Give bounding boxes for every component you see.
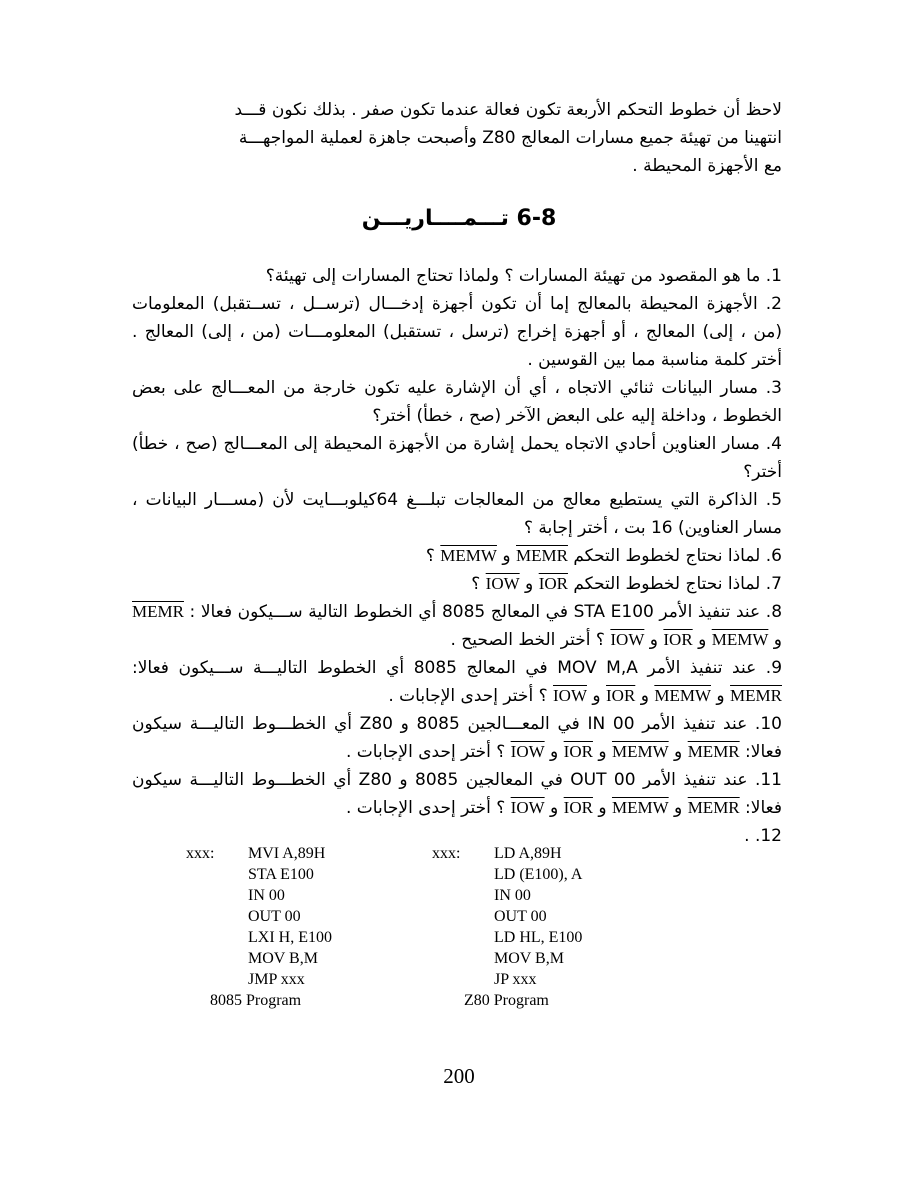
program-label: xxx: bbox=[432, 845, 461, 862]
conj: و bbox=[592, 798, 612, 818]
signal-iow: IOW bbox=[510, 742, 545, 761]
code-line: MOV B,M bbox=[494, 950, 564, 967]
conj: و bbox=[544, 742, 564, 762]
exercise-6-text: 6. لماذا نحتاج لخطوط التحكم bbox=[567, 546, 782, 566]
exercise-11-end: ؟ أختر إحدى الإجابات . bbox=[345, 798, 511, 818]
code-line: LD HL, E100 bbox=[494, 929, 583, 946]
signal-iow: IOW bbox=[610, 630, 645, 649]
question-mark: ؟ bbox=[425, 546, 441, 566]
exercise-8 bbox=[132, 598, 782, 654]
code-line: MOV B,M bbox=[248, 950, 318, 967]
signal-memw: MEMW bbox=[654, 686, 711, 705]
program-z80 bbox=[432, 843, 652, 1023]
program-caption: Z80 Program bbox=[464, 992, 549, 1009]
signal-memr: MEMR bbox=[687, 742, 740, 761]
intro-line-1: لاحظ أن خطوط التحكم الأربعة تكون فعالة عندما تكون صفر . بذلك نكون قـــد bbox=[234, 100, 782, 120]
exercise-10-text: 10. عند تنفيذ الأمر IN 00 في المعـــالجين 8085 و Z80 أي الخطـــوط التاليـــة سيكون فعالا: bbox=[132, 714, 782, 762]
exercise-9-end: ؟ أختر إحدى الإجابات . bbox=[388, 686, 553, 706]
program-caption: 8085 Program bbox=[210, 992, 302, 1009]
exercise-9 bbox=[132, 654, 782, 710]
signal-memr: MEMR bbox=[687, 798, 740, 817]
code-line: JMP xxx bbox=[248, 971, 305, 988]
code-line: IN 00 bbox=[494, 887, 531, 904]
conj: و bbox=[496, 546, 516, 566]
signal-iow: IOW bbox=[510, 798, 545, 817]
signal-iow: IOW bbox=[485, 574, 520, 593]
program-8085 bbox=[186, 843, 386, 1023]
page-number: 200 bbox=[443, 1064, 475, 1088]
conj: و bbox=[668, 742, 688, 762]
intro-paragraph bbox=[132, 96, 782, 180]
exercise-7-text: 7. لماذا نحتاج لخطوط التحكم bbox=[567, 574, 782, 594]
exercise-9-text: 9. عند تنفيذ الأمر MOV M,A في المعالج 8085 أي الخطوط التاليـــة ســـيكون فعالا: bbox=[132, 658, 783, 678]
signal-memr: MEMR bbox=[730, 686, 782, 705]
signal-ior: IOR bbox=[563, 798, 593, 817]
exercise-3: 3. مسار البيانات ثنائي الاتجاه ، أي أن الإشارة عليه تكون خارجة من المعـــالج على بعض الخطوط ، وداخلة إليه على البعض الآخر (صح ، خطأ) أختر؟ bbox=[132, 378, 782, 426]
signal-memw: MEMW bbox=[611, 742, 669, 761]
code-line: STA E100 bbox=[248, 866, 314, 883]
question-mark: ؟ bbox=[471, 574, 486, 594]
exercise-8-end: ؟ أختر الخط الصحيح . bbox=[450, 630, 611, 650]
signal-ior: IOR bbox=[538, 574, 568, 593]
signal-memr: MEMR bbox=[516, 546, 568, 565]
conj: و bbox=[668, 798, 688, 818]
code-line: JP xxx bbox=[494, 971, 537, 988]
program-code bbox=[494, 843, 582, 990]
signal-memw: MEMW bbox=[711, 630, 769, 649]
conj: و bbox=[592, 742, 612, 762]
signal-iow: IOW bbox=[553, 686, 587, 705]
code-line: LD A,89H bbox=[494, 845, 562, 862]
exercise-list bbox=[132, 262, 782, 850]
exercise-10 bbox=[132, 710, 782, 766]
exercise-7 bbox=[132, 570, 782, 598]
conj: و bbox=[635, 686, 655, 706]
signal-ior: IOR bbox=[563, 742, 593, 761]
signal-ior: IOR bbox=[606, 686, 636, 705]
exercise-10-end: ؟ أختر إحدى الإجابات . bbox=[345, 742, 511, 762]
conj: و bbox=[586, 686, 607, 706]
conj: و bbox=[644, 630, 664, 650]
code-line: LXI H, E100 bbox=[248, 929, 332, 946]
code-line: MVI A,89H bbox=[248, 845, 326, 862]
conj: و bbox=[544, 798, 564, 818]
conj: و bbox=[519, 574, 539, 594]
intro-line-3: مع الأجهزة المحيطة . bbox=[632, 156, 782, 176]
exercise-12: 12. . bbox=[744, 826, 782, 846]
exercise-1: 1. ما هو المقصود من تهيئة المسارات ؟ ولماذا تحتاج المسارات إلى تهيئة؟ bbox=[265, 266, 782, 286]
section-title: 6-8 تـــمــــاريـــن bbox=[361, 206, 557, 231]
signal-memw: MEMW bbox=[611, 798, 669, 817]
exercise-4: 4. مسار العناوين أحادي الاتجاه يحمل إشارة من الأجهزة المحيطة إلى المعـــالج (صح ، خطأ) أختر؟ bbox=[132, 434, 782, 482]
exercise-11 bbox=[132, 766, 782, 822]
conj: و bbox=[692, 630, 712, 650]
conj: و bbox=[711, 686, 731, 706]
exercise-2: 2. الأجهزة المحيطة بالمعالج إما أن تكون أجهزة إدخـــال (ترســل ، تســتقبل) المعلومات (من ، إلى) المعالج ، أو أجهزة إخراج (ترسل ، تستقبل) المعلومـــات (من ، إلى) المعالج . أختر كلمة مناسبة مما بين القوسين . bbox=[132, 294, 782, 370]
intro-line-2: انتهينا من تهيئة جميع مسارات المعالج Z80 وأصبحت جاهزة لعملية المواجهـــة bbox=[238, 128, 782, 148]
exercise-8-text: 8. عند تنفيذ الأمر STA E100 في المعالج 8085 أي الخطوط التالية ســـيكون فعالا : bbox=[183, 602, 783, 622]
program-code bbox=[248, 843, 332, 990]
program-label: xxx: bbox=[186, 845, 215, 862]
signal-memw: MEMW bbox=[440, 546, 497, 565]
code-line: IN 00 bbox=[248, 887, 285, 904]
exercise-11-text: 11. عند تنفيذ الأمر OUT 00 في المعالجين 8085 و Z80 أي الخطـــوط التاليـــة سيكون فعالا: bbox=[132, 770, 782, 818]
conj: و bbox=[768, 630, 782, 650]
exercise-6 bbox=[132, 542, 782, 570]
exercise-5: 5. الذاكرة التي يستطيع معالج من المعالجات تبلـــغ 64كيلوبـــايت لأن (مســـار البيانات ، مسار العناوين) 16 بت ، أختر إجابة ؟ bbox=[132, 490, 783, 538]
code-line: OUT 00 bbox=[494, 908, 547, 925]
signal-ior: IOR bbox=[663, 630, 693, 649]
signal-memr: MEMR bbox=[132, 602, 184, 621]
code-line: OUT 00 bbox=[248, 908, 301, 925]
code-line: LD (E100), A bbox=[494, 866, 583, 883]
